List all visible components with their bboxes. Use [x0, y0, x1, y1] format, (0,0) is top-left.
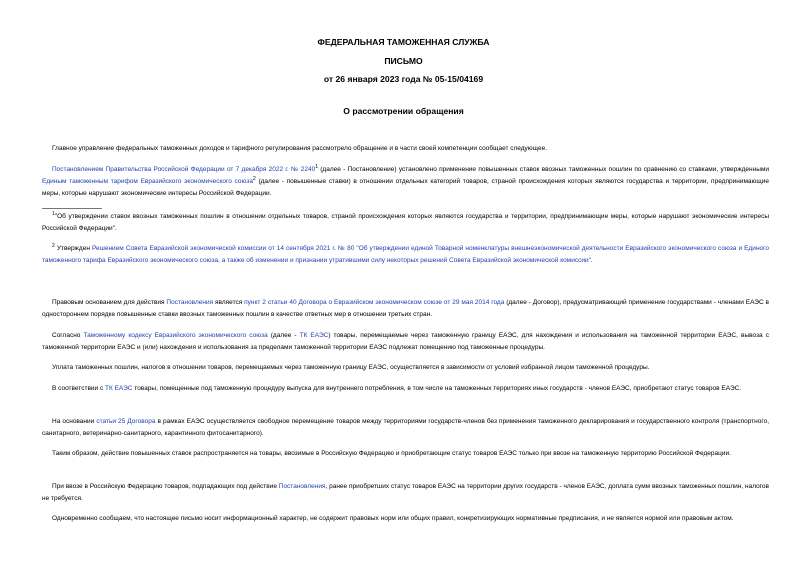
paragraph-8: При ввозе в Российскую Федерацию товаров, подпадающих под действие Постановления, ранее приобретших статус товаров ЕАЭС на территории других государств - членов ЕАЭС, доплата сумм ввозных таможенных пошлин, налогов не требуется.: [42, 483, 769, 502]
intro-paragraph: Главное управление федеральных таможенных доходов и тарифного регулирования рассмотрело обращение и в части своей компетенции сообщает следующее.: [52, 145, 547, 152]
org-title: ФЕДЕРАЛЬНАЯ ТАМОЖЕННАЯ СЛУЖБА: [317, 37, 490, 47]
footnote-mark-2: 2: [52, 242, 55, 249]
paragraph-2: Правовым основанием для действия Постановления является пункт 2 статьи 40 Договора о Евразийском экономическом союзе от 29 мая 2014 года (далее - Договор), предусматривающий применение государствами - членами ЕАЭС в одностороннем порядке повышенные ставки ввозных таможенных пошлин в качестве ответных мер в отношении третьих стран.: [42, 299, 770, 318]
link-ett-eaes[interactable]: Единым таможенным тарифом Евразийского экономического союза: [42, 178, 253, 185]
footnote-mark-1: 1: [52, 210, 55, 217]
footnote-ref-2[interactable]: 2: [252, 175, 256, 182]
paragraph-6: На основании статьи 25 Договора в рамках ЕАЭС осуществляется свободное перемещение товаров между территориями государств-членов без применения таможенного декларирования и государственного контроля (транспортного, санитарного, ветеринарно-санитарного, карантинного фитосанитарного).: [42, 418, 770, 437]
doc-subject: О рассмотрении обращения: [343, 106, 464, 116]
link-postanovleniya[interactable]: Постановления: [166, 299, 214, 306]
paragraph-9: Одновременно сообщаем, что настоящее письмо носит информационный характер, не содержит правовых норм или общих правил, конкретизирующих нормативные предписания, и не является нормой или правовым актом.: [52, 515, 734, 522]
link-postanovlenie[interactable]: Постановлением Правительства Российской Федерации от 7 декабря 2022 г. № 2240: [52, 166, 316, 173]
doc-type: ПИСЬМО: [384, 56, 423, 66]
paragraph-4: Уплата таможенных пошлин, налогов в отношении товаров, перемещаемых через таможенную границу ЕАЭС, осуществляется в зависимости от условий избранной лицом таможенной процедуры.: [52, 364, 650, 371]
footnote-2: $^2$ Утвержден Решением Совета Евразийской экономической комиссии от 14 сентября 2021 г. № 80 "Об утверждении единой Товарной номенклатуры внешнеэкономической деятельности Евразийского экономического союза и Единого таможенного тарифа Евразийского экономического союза, а также об изменении и признании утратившими силу некоторых решений Совета Евразийской экономической комиссии".: [42, 242, 769, 264]
link-reshenie-80[interactable]: Решением Совета Евразийской экономической комиссии от 14 сентября 2021 г. № 80 "Об утверждении единой Товарной номенклатуры внешнеэкономической деятельности Евразийского экономического союза и Единого таможенного тарифа Евразийского экономического союза, а также об изменении и признании утратившими силу некоторых решений Совета Евразийской экономической комиссии": [42, 245, 769, 264]
link-tk-eaes[interactable]: ТК ЕАЭС: [105, 385, 133, 392]
link-dogovor-st25[interactable]: статьи 25 Договора: [96, 418, 156, 425]
link-tk-eaes-full[interactable]: Таможенному кодексу Евразийского экономического союза: [83, 332, 268, 339]
doc-date-number: от 26 января 2023 года № 05-15/04169: [323, 74, 484, 84]
paragraph-5: В соответствии с ТК ЕАЭС товары, помещенные под таможенную процедуру выпуска для внутреннего потребления, в том числе на таможенных территориях иных государств - членов ЕАЭС, приобретают статус товаров ЕАЭС.: [52, 385, 742, 392]
footnote-ref-1[interactable]: 1: [315, 163, 318, 170]
footnote-divider: [42, 208, 102, 209]
paragraph-7: Таким образом, действие повышенных ставок распространяется на товары, ввозимые в Российскую Федерацию и приобретающие статус товаров ЕАЭС только при ввозе на таможенную территорию Российской Федерации.: [52, 450, 731, 457]
paragraph-3: Согласно Таможенному кодексу Евразийского экономического союза (далее - ТК ЕАЭС) товары, перемещаемые через таможенную границу ЕАЭС, для нахождения и использования на таможенной территории ЕАЭС, вывоза с таможенной территории ЕАЭС и (или) нахождения и использования за пределами таможенной территории ЕАЭС подлежат помещению под таможенные процедуры.: [42, 332, 769, 351]
link-tk-eaes-short[interactable]: ТК ЕАЭС: [299, 332, 329, 339]
footnote-1: $^1$"Об утверждении ставок ввозных таможенных пошлин в отношении отдельных товаров, страной происхождения которых являются государства и территории, предпринимающие меры, которые нарушают экономические интересы Российской Федерации".: [42, 210, 769, 232]
link-postanovleniya-2[interactable]: Постановления: [278, 483, 326, 490]
link-dogovor-st40[interactable]: пункт 2 статьи 40 Договора о Евразийском экономическом союзе от 29 мая 2014 года: [244, 299, 505, 306]
paragraph-1: Постановлением Правительства Российской Федерации от 7 декабря 2022 г. № 2240$^1$ (далее - Постановление) установлено применение повышенных ставок ввозных таможенных пошлин по сравнению со ставками, утвержденными Единым таможенным тарифом Евразийского экономического союза$^2$ (далее - повышенные ставки) в отношении отдельных категорий товаров, страной происхождения которых являются государства и территории, предпринимающие меры, которые нарушают экономические интересы Российской Федерации.: [42, 163, 769, 197]
